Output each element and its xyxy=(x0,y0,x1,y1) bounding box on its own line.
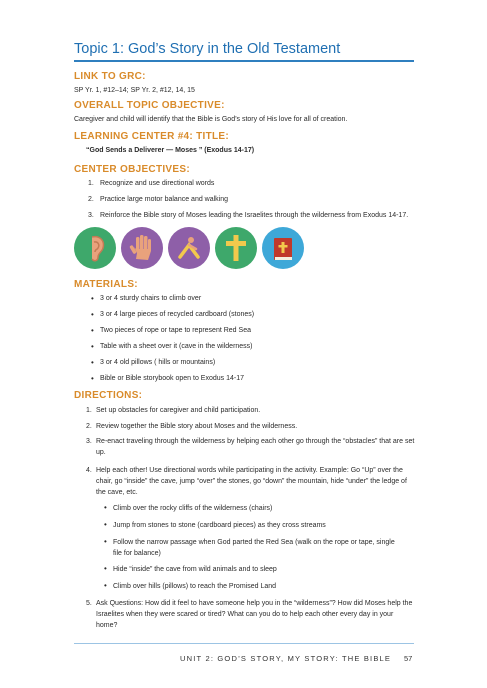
footer-unit-title: UNIT 2: GOD’S STORY, MY STORY: THE BIBLE xyxy=(180,654,392,663)
title-divider xyxy=(74,60,414,62)
learning-center-heading: LEARNING CENTER #4: TITLE: xyxy=(74,131,230,142)
ear-icon xyxy=(74,227,116,269)
bible-icon xyxy=(262,227,304,269)
objective-heading: OVERALL TOPIC OBJECTIVE: xyxy=(74,100,225,111)
learning-center-title: “God Sends a Deliverer — Moses ” (Exodus 14-17) xyxy=(86,147,255,154)
center-objectives-heading: CENTER OBJECTIVES: xyxy=(74,164,190,175)
materials-heading: MATERIALS: xyxy=(74,279,138,290)
yoga-pose-icon xyxy=(168,227,210,269)
link-heading: LINK TO GRC: xyxy=(74,71,146,82)
directions-heading: DIRECTIONS: xyxy=(74,390,143,401)
footer-divider xyxy=(74,643,414,644)
cross-icon xyxy=(215,227,257,269)
page-title: Topic 1: God’s Story in the Old Testament xyxy=(74,41,341,57)
link-text: SP Yr. 1, #12–14; SP Yr. 2, #12, 14, 15 xyxy=(74,87,195,94)
page-number: 57 xyxy=(404,654,413,663)
document-page: Topic 1: God’s Story in the Old Testament LINK TO GRC: SP Yr. 1, #12–14; SP Yr. 2, #12, 14, 15 OVERALL TOPIC OBJECTIVE: Caregiver and child will identify that the Bible is God’s story of His love for all of creation. LEARNING CENTER #4: TITLE: “God Sends a Deliverer — Moses ” (Exodus 14-17) CENTER OBJECTIVES: 1. Recognize and use directional words 2. Practice large motor balance and walking 3. Reinforce the Bible story of Moses leading the Israelites through the wilderness from Exodus 14-17. MATERIALS: • 3 or 4 sturdy chairs to climb over • 3 or 4 large pieces of recycled cardboard (stones) • Two pieces of rope or tape to represent Red Sea • Table with a sheet over it (cave in the wilderness) • 3 or 4 old pillows ( hills or mountains) • Bible or Bible storybook open to Exodus 14-17 DIRECTIONS: 1. Set up obstacles for caregiver and child participation. 2. Review together the Bible story about Moses and the wilderness. 3. Re-enact traveling through the wilderness by helping each other go through the “obstacles” that are set up. 4. Help each other! Use directional words while participating in the activity. Example: Go “Up” over the chair, go “inside” the cave, jump “over” the stones, go “down” the mountain, hide “under” the ledge of the cave, etc. • Climb over the rocky cliffs of the wilderness (chairs) • Jump from stones to stone (cardboard pieces) as they cross streams • Follow the narrow passage when God parted the Red Sea (walk on the rope or tape, single file for balance) • Hide “inside” the cave from wild animals and to sleep • Climb over hills (pillows) to reach the Promised Land 5. Ask Questions: How did it feel to have someone help you in the “wilderness”? How did Moses help the Israelites when they were scared or tired? What can you do to help each other every day in your home? UNIT 2: GOD’S STORY, MY STORY: THE BIBLE 57 xyxy=(74,41,415,663)
objective-text: Caregiver and child will identify that the Bible is God’s story of His love for all of creation. xyxy=(74,116,348,123)
hand-icon xyxy=(121,227,163,269)
